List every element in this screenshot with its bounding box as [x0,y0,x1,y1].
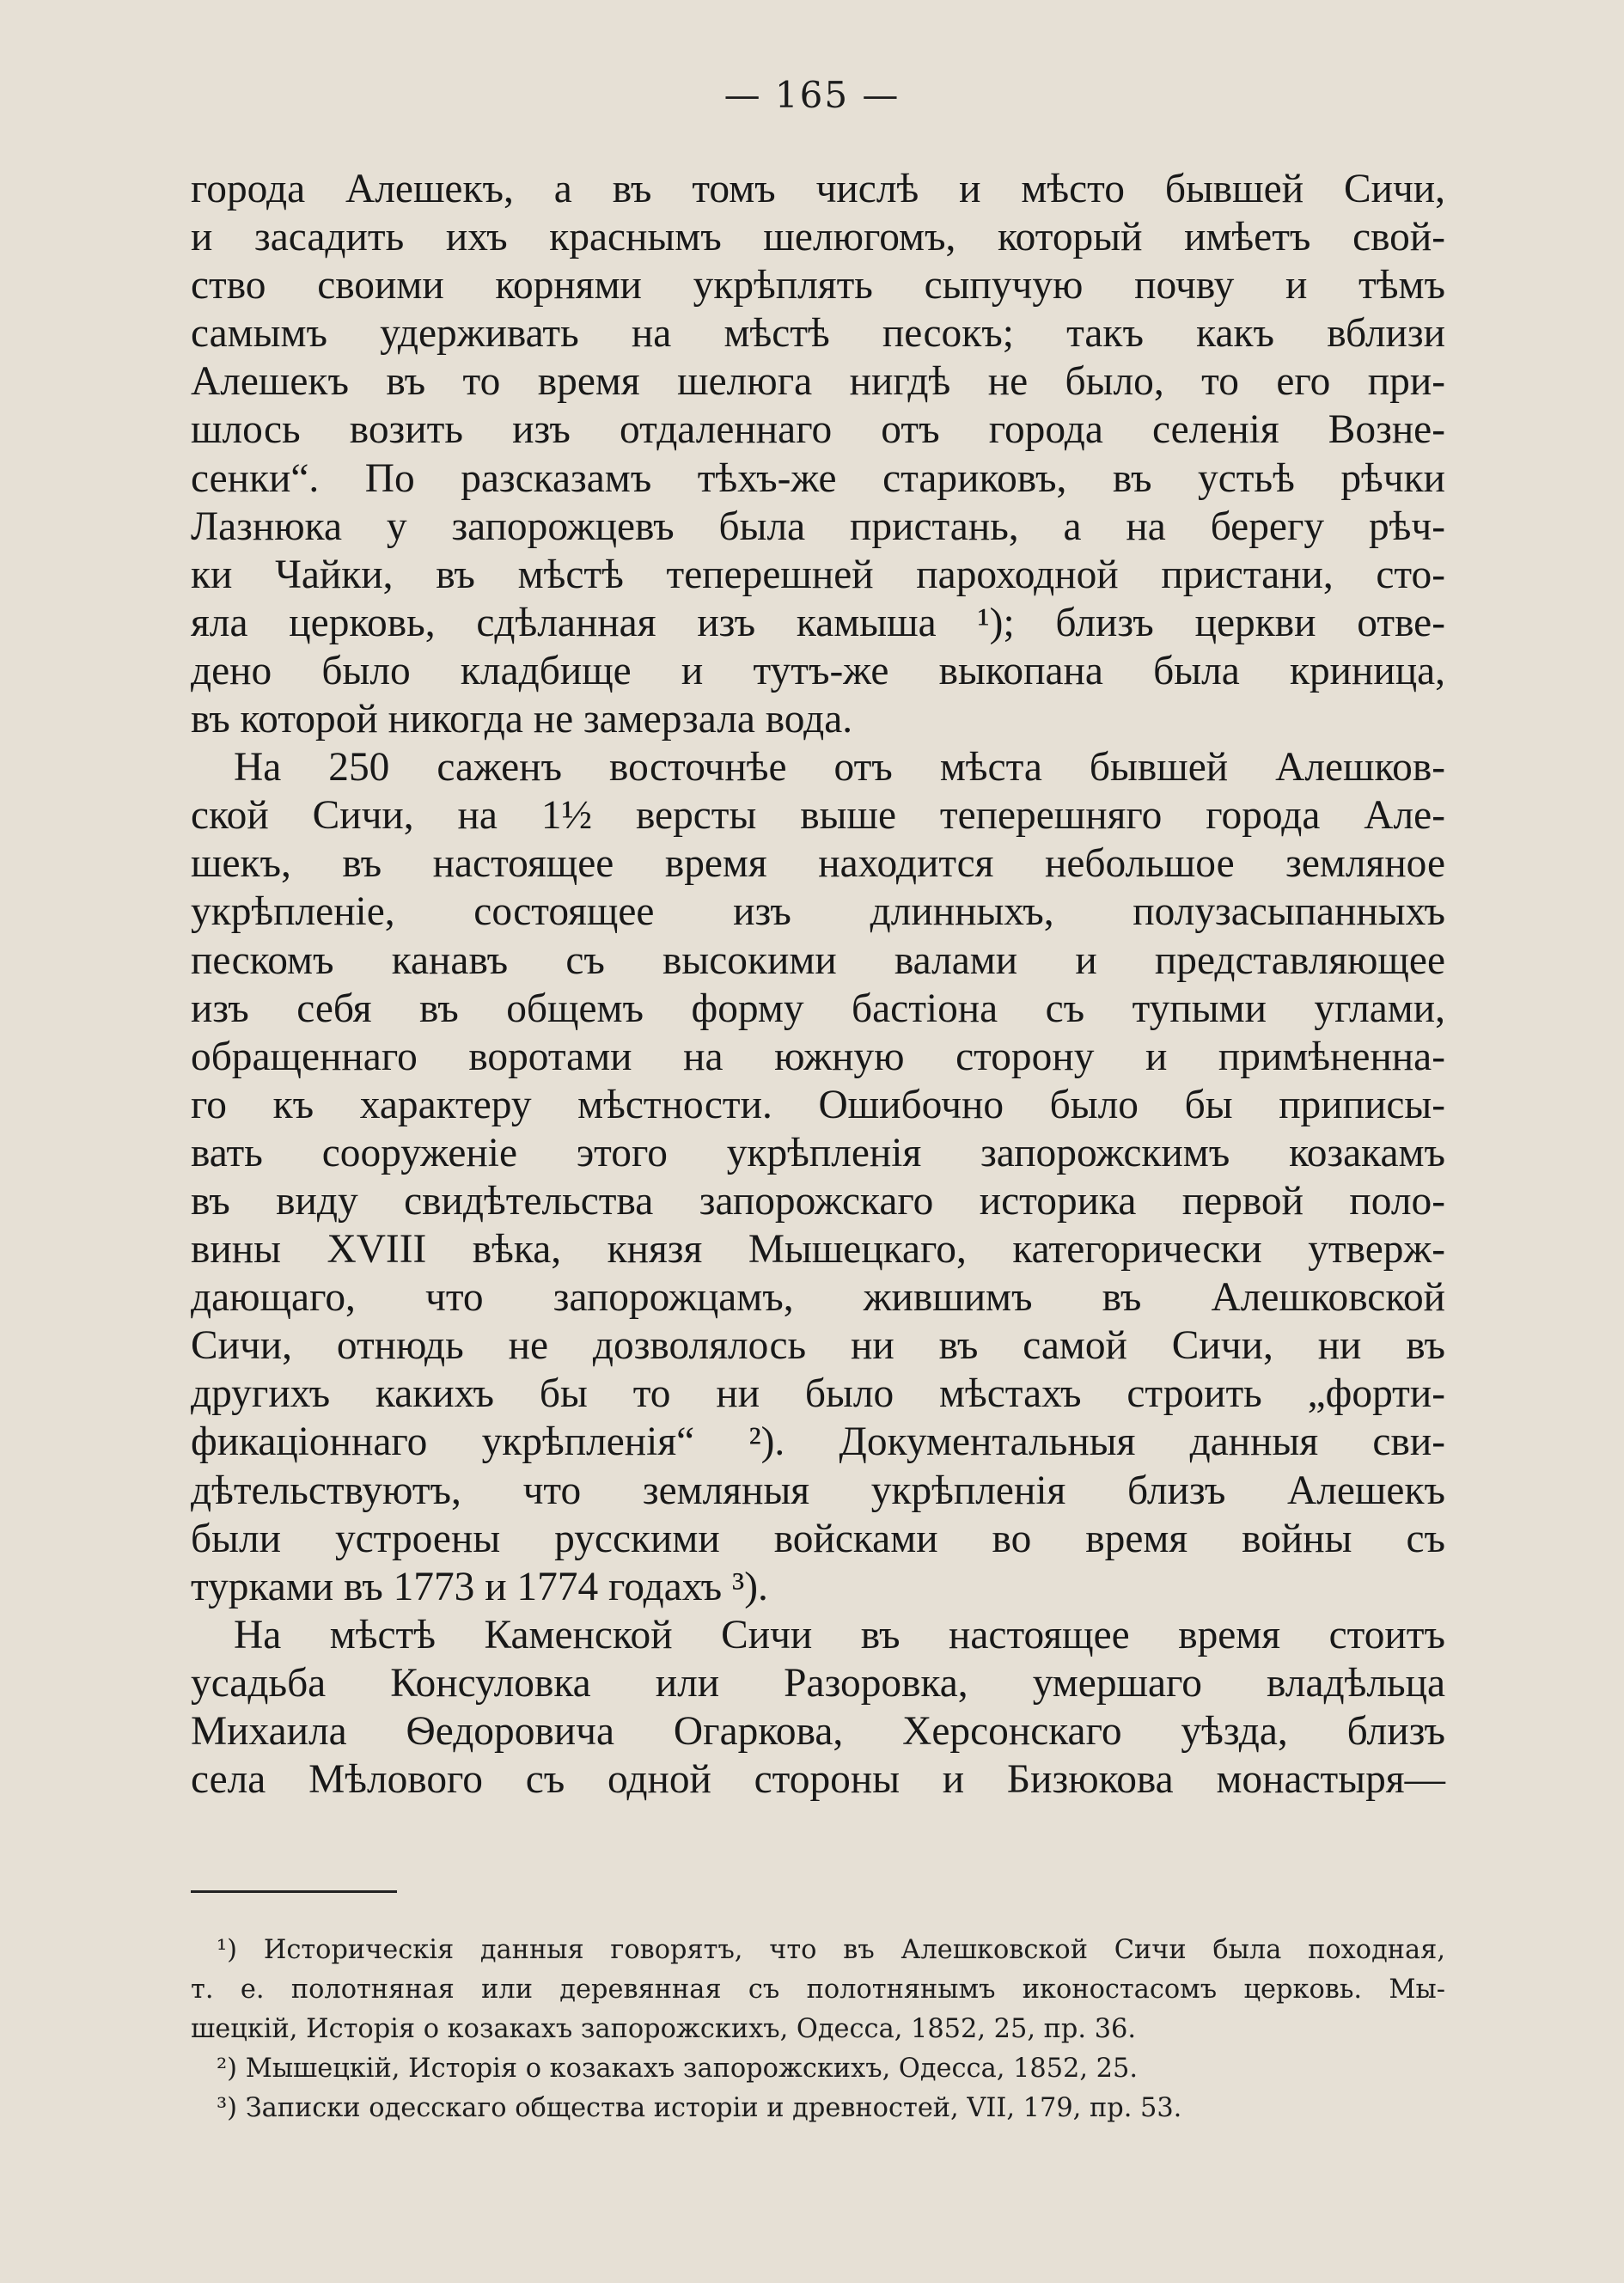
footnote-line: т. е. полотняная или деревянная съ полотнянымъ иконостасомъ церковь. Мы- [191,1975,1445,2005]
text-line: ской Сичи, на 1½ версты выше теперешняго города Але- [191,793,1445,839]
text-line: въ виду свидѣтельства запорожскаго историка первой поло- [191,1178,1445,1224]
footnote-line: ²) Мышецкій, Исторія о козакахъ запорожскихъ, Одесса, 1852, 25. [217,2054,1139,2084]
text-line: Сичи, отнюдь не дозволялось ни въ самой Сичи, ни въ [191,1323,1445,1369]
footnote-line: ³) Записки одесскаго общества исторіи и древностей, VII, 179, пр. 53. [217,2093,1182,2123]
text-line: другихъ какихъ бы то ни было мѣстахъ строить „форти- [191,1371,1445,1417]
text-line: изъ себя въ общемъ форму бастіона съ тупыми углами, [191,986,1445,1031]
footnote-divider [191,1890,397,1893]
text-line: ство своими корнями укрѣплять сыпучую почву и тѣмъ [191,263,1445,308]
text-line: Лазнюка у запорожцевъ была пристань, а на берегу рѣч- [191,504,1445,549]
page-number: — 165 — [723,74,901,116]
text-line: турками въ 1773 и 1774 годахъ ³). [191,1564,768,1609]
text-line: и засадить ихъ краснымъ шелюгомъ, который имѣетъ свой- [191,215,1445,260]
text-line: въ которой никогда не замерзала вода. [191,697,853,742]
text-line: самымъ удерживать на мѣстѣ песокъ; такъ какъ вблизи [191,311,1445,357]
text-line: вины XVIII вѣка, князя Мышецкаго, категорически утверж- [191,1227,1445,1273]
text-line: села Мѣлового съ одной стороны и Бизюкова монастыря— [191,1757,1445,1803]
text-line: укрѣпленіе, состоящее изъ длинныхъ, полузасыпанныхъ [191,889,1445,935]
text-line: дающаго, что запорожцамъ, жившимъ въ Алешковской [191,1275,1445,1321]
text-line: фикаціоннаго укрѣпленія“ ²). Документальныя данныя сви- [191,1419,1445,1465]
text-line: Алешекъ въ то время шелюга нигдѣ не было, то его при- [191,359,1445,405]
text-line: На 250 саженъ восточнѣе отъ мѣста бывшей Алешков- [234,745,1445,791]
body-text [191,165,1445,1804]
text-line: вать сооруженіе этого укрѣпленія запорожскимъ козакамъ [191,1130,1445,1175]
text-line: Михаила Ѳедоровича Огаркова, Херсонскаго уѣзда, близъ [191,1709,1445,1754]
text-line: были устроены русскими войсками во время войны съ [191,1516,1445,1561]
text-line: го къ характеру мѣстности. Ошибочно было бы приписы- [191,1082,1445,1127]
text-line: усадьба Консуловка или Разоровка, умершаго владѣльца [191,1660,1445,1706]
footnotes [191,1931,1445,2128]
text-line: дѣтельствуютъ, что земляныя укрѣпленія близъ Алешекъ [191,1468,1445,1513]
text-line: пескомъ канавъ съ высокими валами и представляющее [191,937,1445,983]
text-line: обращеннаго воротами на южную сторону и примѣненна- [191,1034,1445,1079]
footnote-line: шецкій, Исторія о козакахъ запорожскихъ, Одесса, 1852, 25, пр. 36. [191,2014,1137,2044]
text-line: яла церковь, сдѣланная изъ камыша ¹); близъ церкви отве- [191,600,1445,645]
text-line: дено было кладбище и тутъ-же выкопана была криница, [191,648,1445,693]
text-line: ки Чайки, въ мѣстѣ теперешней пароходной пристани, сто- [191,552,1445,597]
text-line: сенки“. По разсказамъ тѣхъ-же стариковъ, въ устьѣ рѣчки [191,455,1445,501]
text-line: шекъ, въ настоящее время находится небольшое земляное [191,841,1445,887]
footnote-line: ¹) Историческія данныя говорятъ, что въ Алешковской Сичи была походная, [217,1935,1445,1965]
text-line: шлось возить изъ отдаленнаго отъ города селенія Возне- [191,407,1445,453]
text-line: города Алешекъ, а въ томъ числѣ и мѣсто бывшей Сичи, [191,167,1445,211]
text-line: На мѣстѣ Каменской Сичи въ настоящее время стоитъ [234,1612,1445,1657]
